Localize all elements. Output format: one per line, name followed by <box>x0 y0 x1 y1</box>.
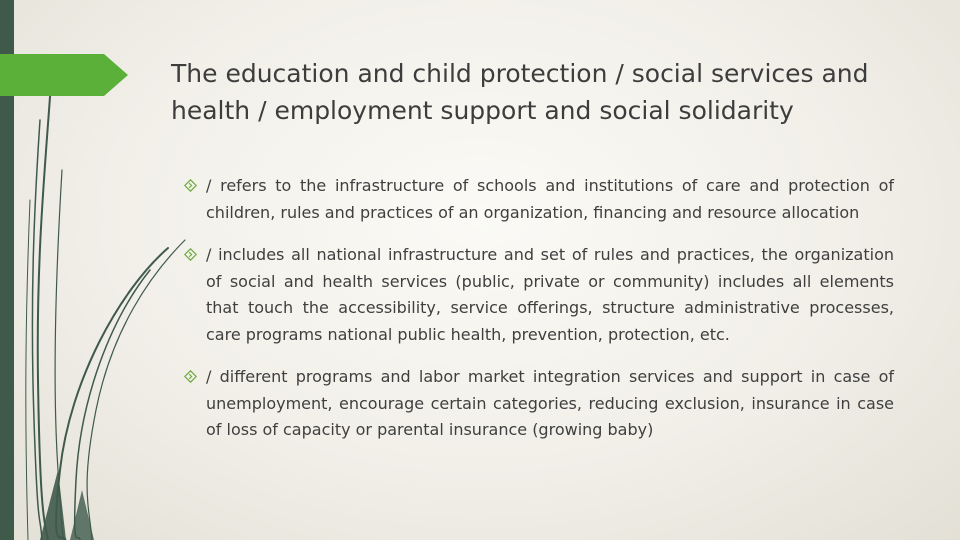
bullet-item-social-health <box>184 242 894 348</box>
slide-title: The education and child protection / social services and health / employment support and social solidarity <box>171 59 869 125</box>
bullet-text: / includes all national infrastructure and set of rules and practices, the organization of social and health services (public, private or community) includes all elements that touch the accessibility, service offerings, structure administrative processes, care programs national public health, prevention, protection, etc. <box>206 245 894 344</box>
bullet-text: / refers to the infrastructure of schools and institutions of care and protection of children, rules and practices of an organization, financing and resource allocation <box>206 176 894 222</box>
bullet-text: / different programs and labor market integration services and support in case of unemployment, encourage certain categories, reducing exclusion, insurance in case of loss of capacity or parental insurance (growing baby) <box>206 367 894 439</box>
bullet-item-education <box>184 173 894 226</box>
diamond-arrow-icon <box>184 248 197 261</box>
bullet-item-employment <box>184 364 894 444</box>
green-accent-arrow <box>0 54 128 96</box>
bullet-list <box>184 173 894 460</box>
diamond-arrow-icon <box>184 179 197 192</box>
diamond-arrow-icon <box>184 370 197 383</box>
